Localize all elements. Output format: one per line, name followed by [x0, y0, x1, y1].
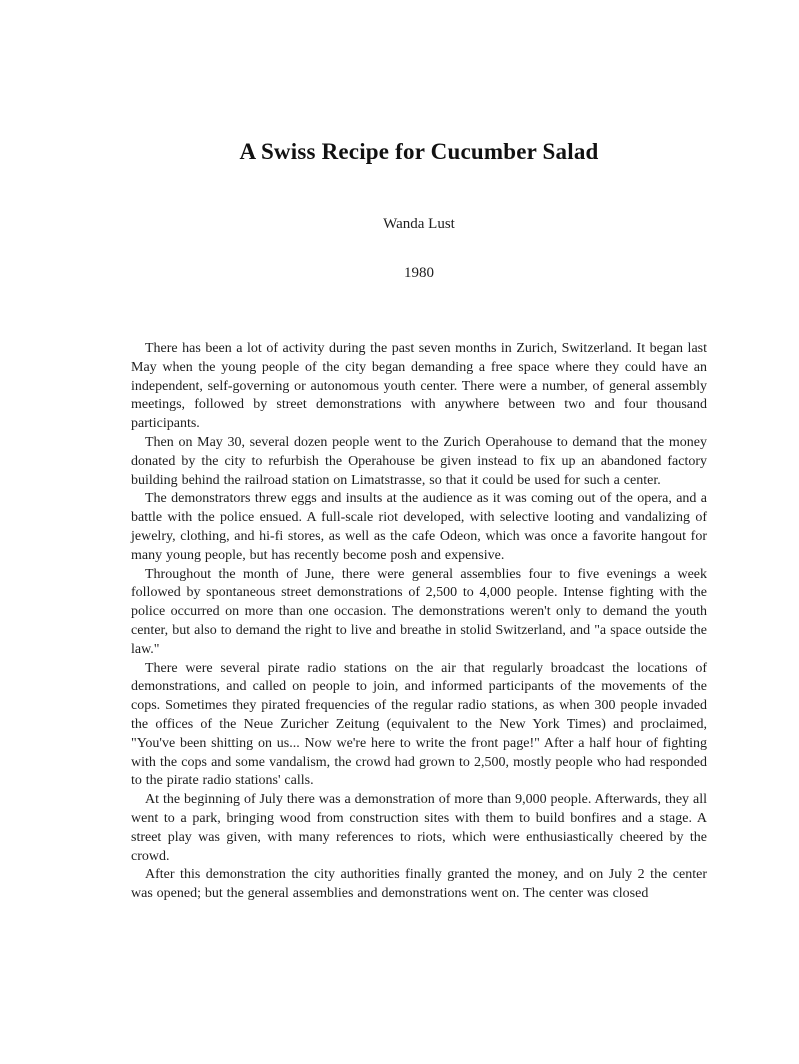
paragraph: There has been a lot of activity during the past seven months in Zurich, Switzerland. It began last May when the young people of the city began demanding a free space where they could have an independent, self-governing or autonomous youth center. There were a number, of general assembly meetings, followed by street demonstrations with anywhere between two and four thousand participants.	[131, 341, 707, 432]
paragraph: At the beginning of July there was a demonstration of more than 9,000 people. Afterwards, they all went to a park, bringing wood from construction sites with them to build bonfires and a stage. A street play was given, with many references to riots, which were enthusiastically cheered by the crowd.	[131, 792, 707, 864]
paragraph: The demonstrators threw eggs and insults at the audience as it was coming out of the opera, and a battle with the police ensued. A full-scale riot developed, with selective looting and vandalizing of jewelry, clothing, and hi-fi stores, as well as the cafe Odeon, which was once a favorite hangout for many young people, but has recently become posh and expensive.	[131, 491, 707, 563]
document-date: 1980	[404, 265, 434, 281]
paragraph: There were several pirate radio stations on the air that regularly broadcast the locations of demonstrations, and called on people to join, and informed participants of the movements of the cops. Sometimes they pirated frequencies of the regular radio stations, as when 300 people invaded the offices of the Neue Zuricher Zeitung (equivalent to the New York Times) and proclaimed, "You've been shitting on us... Now we're here to write the front page!" After a half hour of fighting with the cops and some vandalism, the crowd had grown to 2,500, mostly people who had responded to the pirate radio stations' calls.	[131, 660, 707, 789]
paragraph: Then on May 30, several dozen people went to the Zurich Operahouse to demand that the money donated by the city to refurbish the Operahouse be given instead to fix up an abandoned factory building behind the railroad station on Limatstrasse, so that it could be used for such a center.	[131, 434, 707, 488]
document-body	[131, 340, 707, 904]
paragraph: After this demonstration the city authorities finally granted the money, and on July 2 the center was opened; but the general assemblies and demonstrations went on. The center was closed	[131, 867, 707, 902]
paragraph: Throughout the month of June, there were general assemblies four to five evenings a week followed by spontaneous street demonstrations of 2,500 to 4,000 people. Intense fighting with the police occurred on more than one occasion. The demonstrations weren't only to demand the youth center, but also to demand the right to live and breathe in stolid Switzerland, and "a space outside the law."	[131, 566, 707, 657]
document-title: A Swiss Recipe for Cucumber Salad	[239, 139, 599, 164]
document-author: Wanda Lust	[383, 216, 455, 232]
